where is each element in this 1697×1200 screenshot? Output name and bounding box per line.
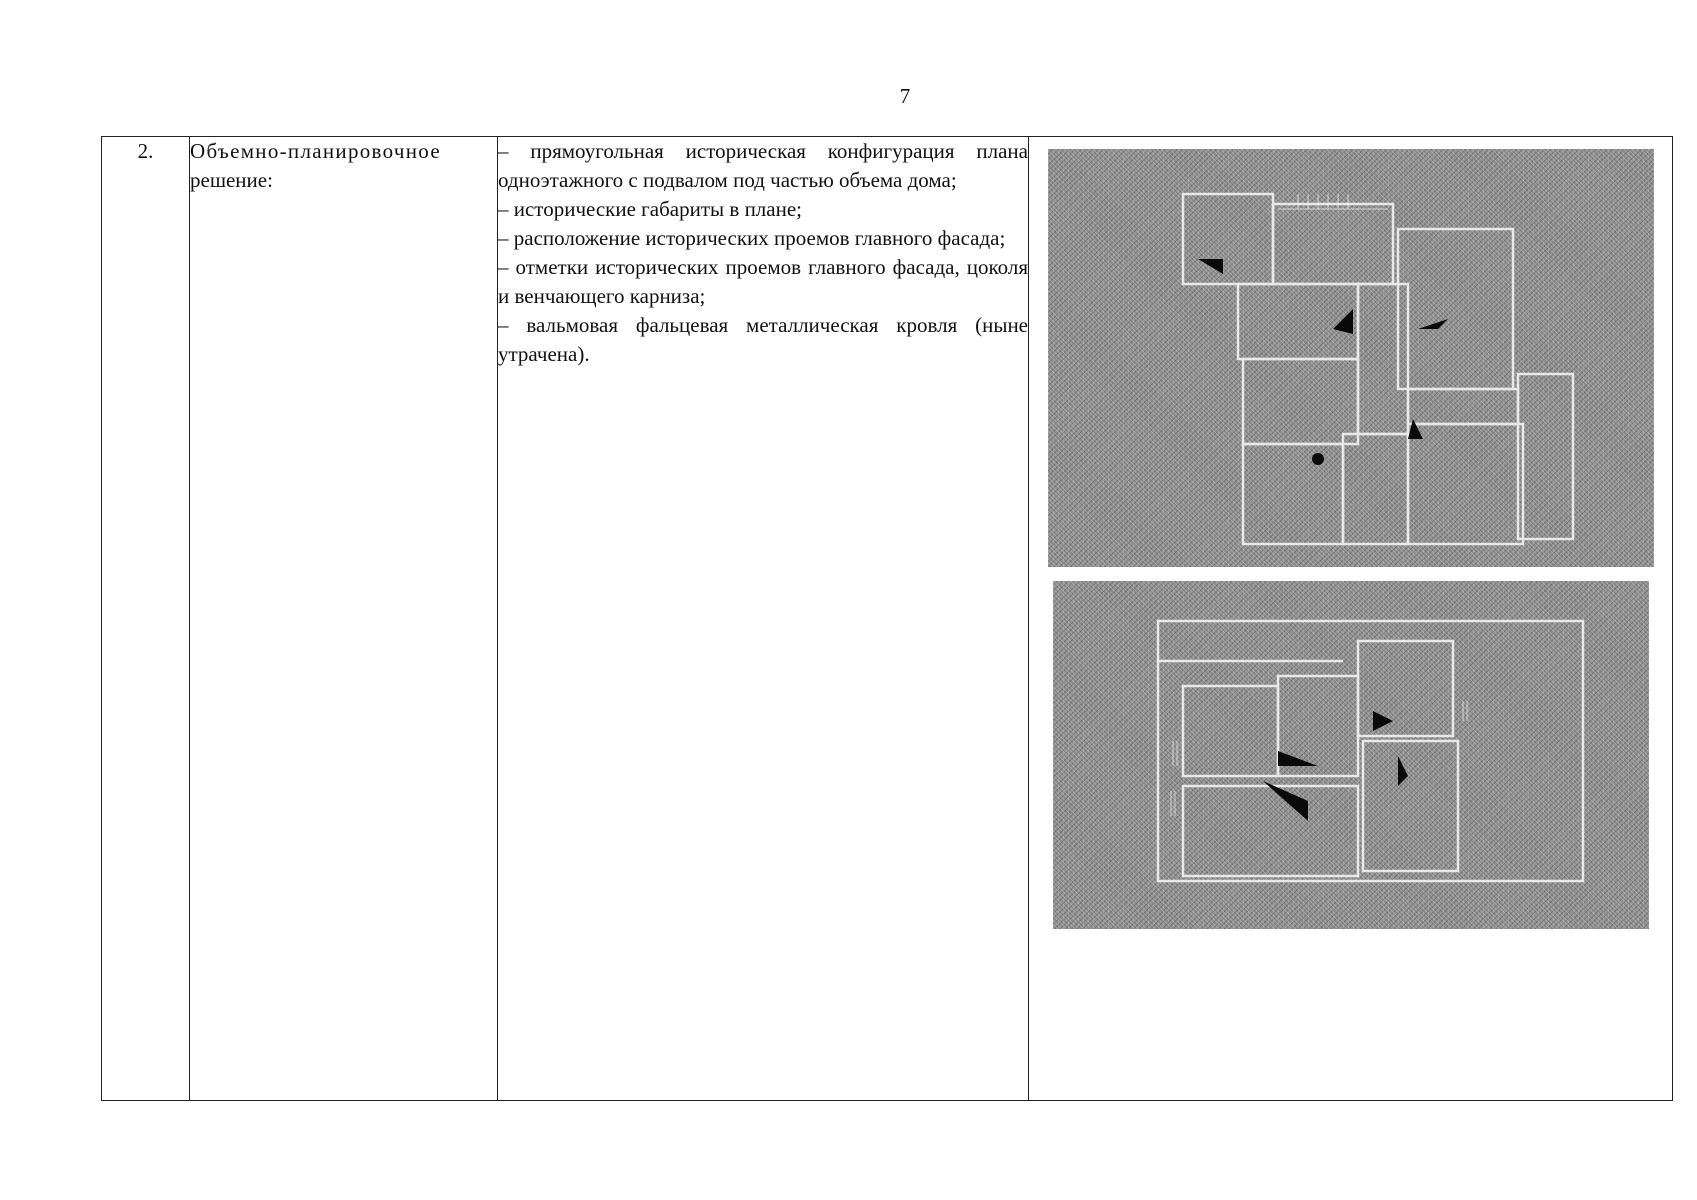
row-description-cell [498, 137, 1029, 1101]
row-name-line1: Объемно-планировочное [190, 139, 441, 163]
floor-plan-drawing-lower [1053, 581, 1649, 929]
description-item: – расположение исторических проемов главного фасада; [498, 226, 1006, 250]
description-item: – отметки исторических проемов главного фасада, цоколя и венчающего карниза; [498, 255, 1028, 308]
page-number: 7 [899, 84, 911, 108]
heritage-features-table [101, 136, 1673, 1101]
floor-plan-drawing-upper [1048, 149, 1654, 567]
row-name-line2: решение: [190, 168, 273, 192]
description-item: – прямоугольная историческая конфигурация плана одноэтажного с подвалом под частью объема дома; [498, 139, 1028, 192]
row-images-cell [1029, 137, 1673, 1101]
description-item: – вальмовая фальцевая металлическая кровля (ныне утрачена). [498, 313, 1028, 366]
description-item: – исторические габариты в плане; [498, 197, 802, 221]
floor-plan-image-upper [1048, 149, 1654, 567]
table-row [102, 137, 1673, 1101]
row-number: 2. [102, 137, 190, 1101]
row-name-cell [190, 137, 498, 1101]
floor-plan-image-lower [1053, 581, 1649, 929]
